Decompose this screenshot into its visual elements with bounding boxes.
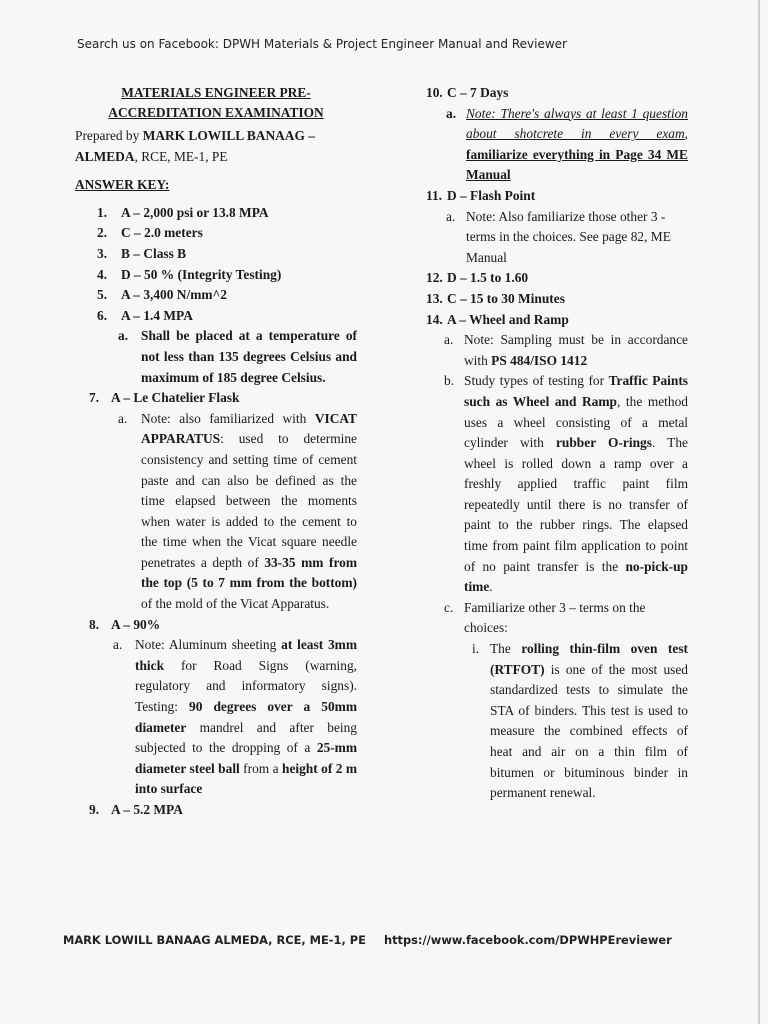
- page-edge: [758, 0, 760, 1024]
- answer-note: b. Study types of testing for Traffic Paints such as Wheel and Ramp, the method uses a wheel consisting of a metal cylinder with rubber O-rings. The wheel is rolled down a ramp over a freshly applied traffic paint film repeatedly until there is no transfer of paint to the rubber rings. The elapsed time from paint film application to point of no paint transfer is the no-pick-up time.: [444, 373, 689, 595]
- answer-item: 2. C – 2.0 meters: [97, 225, 203, 241]
- answer-item: 9. A – 5.2 MPA: [89, 802, 183, 817]
- answer-item: 3. B – Class B: [97, 245, 187, 261]
- answer-item: 7. A – Le Chatelier Flask: [89, 390, 240, 406]
- answer-item: 6. A – 1.4 MPA: [97, 307, 193, 323]
- answer-item: 1. A – 2,000 psi or 13.8 MPA: [97, 204, 269, 220]
- answer-note: a. Note: also familiarized with VICAT APPARATUS: used to determine consistency and setting time of cement paste and can also be defined as the time elapsed between the moments when water is added to the cement to the time when the Vicat square needle penetrates a depth of 33-35 mm from the top (5 to 7 mm from the bottom) of the mold of the Vicat Apparatus.: [118, 410, 357, 612]
- right-column: [422, 83, 688, 804]
- page-header: Search us on Facebook: DPWH Materials & Project Engineer Manual and Reviewer: [77, 37, 567, 51]
- answer-note: c. Familiarize other 3 – terms on the choices:: [444, 599, 646, 636]
- answer-item: 14. A – Wheel and Ramp: [426, 311, 569, 327]
- prepared-by: Prepared by MARK LOWILL BANAAG – ALMEDA, RCE, ME-1, PE: [75, 128, 315, 164]
- answer-item: 11. D – Flash Point: [426, 187, 536, 203]
- answer-note: a. Note: Also familiarize those other 3 - terms in the choices. See page 82, ME Manual: [446, 208, 671, 265]
- answer-item: 12. D – 1.5 to 1.60: [426, 270, 529, 286]
- answer-item: 5. A – 3,400 N/mm^2: [97, 287, 227, 303]
- left-column: [75, 83, 357, 821]
- answer-item: 10. C – 7 Days: [426, 85, 509, 100]
- answer-note: a. Note: Sampling must be in accordance with PS 484/ISO 1412: [444, 332, 688, 368]
- document-title: MATERIALS ENGINEER PRE-ACCREDITATION EXAMINATION: [108, 85, 324, 120]
- author-name: MARK LOWILL BANAAG – ALMEDA: [75, 128, 315, 164]
- answer-note: a. Note: There's always at least 1 question about shotcrete in every exam, familiarize everything in Page 34 ME Manual: [446, 105, 688, 183]
- answer-item: 8. A – 90%: [89, 616, 161, 632]
- answer-key-heading: ANSWER KEY:: [75, 177, 170, 193]
- answer-item: 13. C – 15 to 30 Minutes: [426, 290, 565, 306]
- footer-url: https://www.facebook.com/DPWHPEreviewer: [384, 933, 672, 947]
- answer-subnote: i. The rolling thin-film oven test (RTFOT) is one of the most used standardized tests to simulate the STA of binders. This test is used to measure the combined effects of heat and air on a thin film of bitumen or bituminous binder in permanent renewal.: [472, 641, 688, 801]
- footer-author: MARK LOWILL BANAAG ALMEDA, RCE, ME-1, PE: [63, 933, 366, 947]
- answer-item: 4. D – 50 % (Integrity Testing): [97, 266, 282, 282]
- answer-note: a. Shall be placed at a temperature of not less than 135 degrees Celsius and maximum of 185 degree Celsius.: [118, 328, 357, 385]
- answer-note: a. Note: Aluminum sheeting at least 3mm thick for Road Signs (warning, regulatory and informatory signs). Testing: 90 degrees over a 50mm diameter mandrel and after being subjected to the dropping of a 25-mm diameter steel ball from a height of 2 m into surface: [113, 637, 357, 797]
